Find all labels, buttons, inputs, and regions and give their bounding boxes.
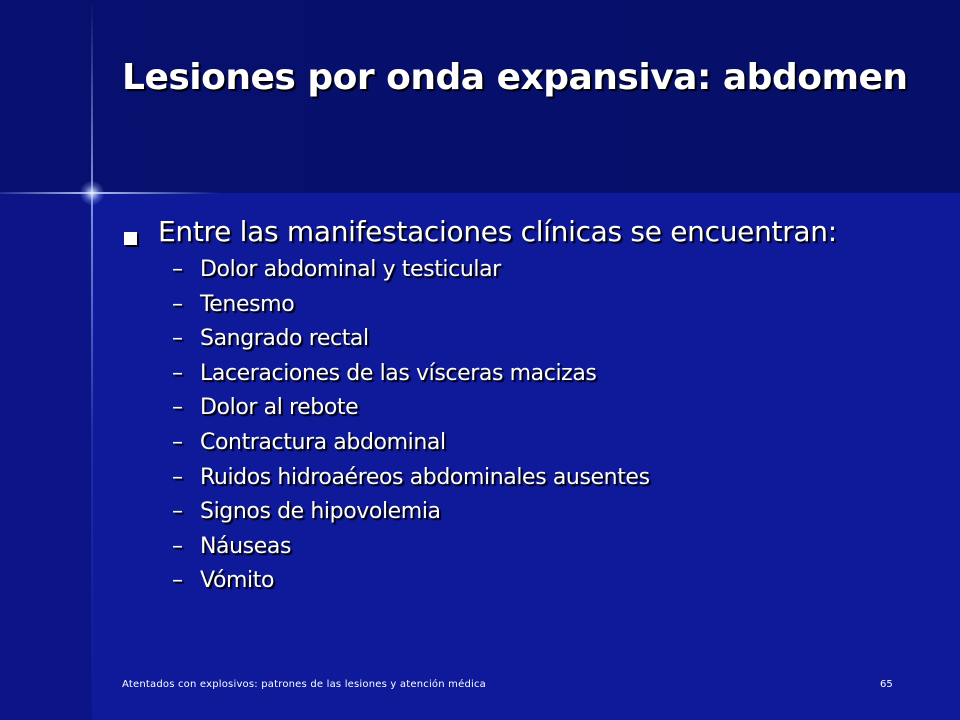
sub-bullet-item: [120, 461, 920, 496]
sub-bullet-text: Ruidos hidroaéreos abdominales ausentes: [200, 464, 650, 490]
light-flare-vertical: [91, 0, 93, 720]
slide-title: Lesiones por onda expansiva: abdomen: [122, 57, 908, 98]
sub-bullet-text: Dolor al rebote: [200, 395, 359, 421]
main-bullet: [120, 216, 920, 247]
sub-bullet-item: [120, 495, 920, 530]
dash-marker: –: [172, 257, 183, 282]
dash-marker: –: [172, 464, 183, 490]
sub-bullet-text: Laceraciones de las vísceras macizas: [200, 360, 597, 386]
sub-bullet-text: Sangrado rectal: [200, 326, 369, 352]
sub-bullet-text: Tenesmo: [200, 291, 295, 317]
light-flare-horizontal: [0, 192, 220, 194]
square-bullet-icon: [124, 232, 137, 245]
sub-bullet-item: [120, 357, 920, 392]
slide-content: [120, 216, 920, 599]
dash-marker: –: [172, 360, 183, 386]
sub-bullet-item: [120, 288, 920, 323]
dash-marker: –: [172, 429, 183, 455]
main-bullet-text: Entre las manifestaciones clínicas se encuentran:: [158, 215, 837, 248]
sub-bullet-list: [120, 253, 920, 599]
sub-bullet-text: Dolor abdominal y testicular: [200, 257, 501, 282]
dash-marker: –: [172, 499, 183, 525]
sub-bullet-text: Signos de hipovolemia: [200, 499, 441, 525]
sub-bullet-item: [120, 564, 920, 599]
page-number: 65: [880, 679, 893, 690]
dash-marker: –: [172, 291, 183, 317]
sub-bullet-item: [120, 391, 920, 426]
dash-marker: –: [172, 533, 183, 559]
dash-marker: –: [172, 326, 183, 352]
dash-marker: –: [172, 568, 183, 594]
sub-bullet-item: [120, 426, 920, 461]
sub-bullet-item: [120, 530, 920, 565]
dash-marker: –: [172, 395, 183, 421]
light-flare-glow: [80, 181, 104, 205]
sub-bullet-item: [120, 322, 920, 357]
sub-bullet-item: [120, 253, 920, 288]
sub-bullet-text: Náuseas: [200, 533, 292, 559]
footer-text: Atentados con explosivos: patrones de las lesiones y atención médica: [122, 679, 487, 690]
sub-bullet-text: Vómito: [200, 568, 275, 594]
sub-bullet-text: Contractura abdominal: [200, 429, 446, 455]
